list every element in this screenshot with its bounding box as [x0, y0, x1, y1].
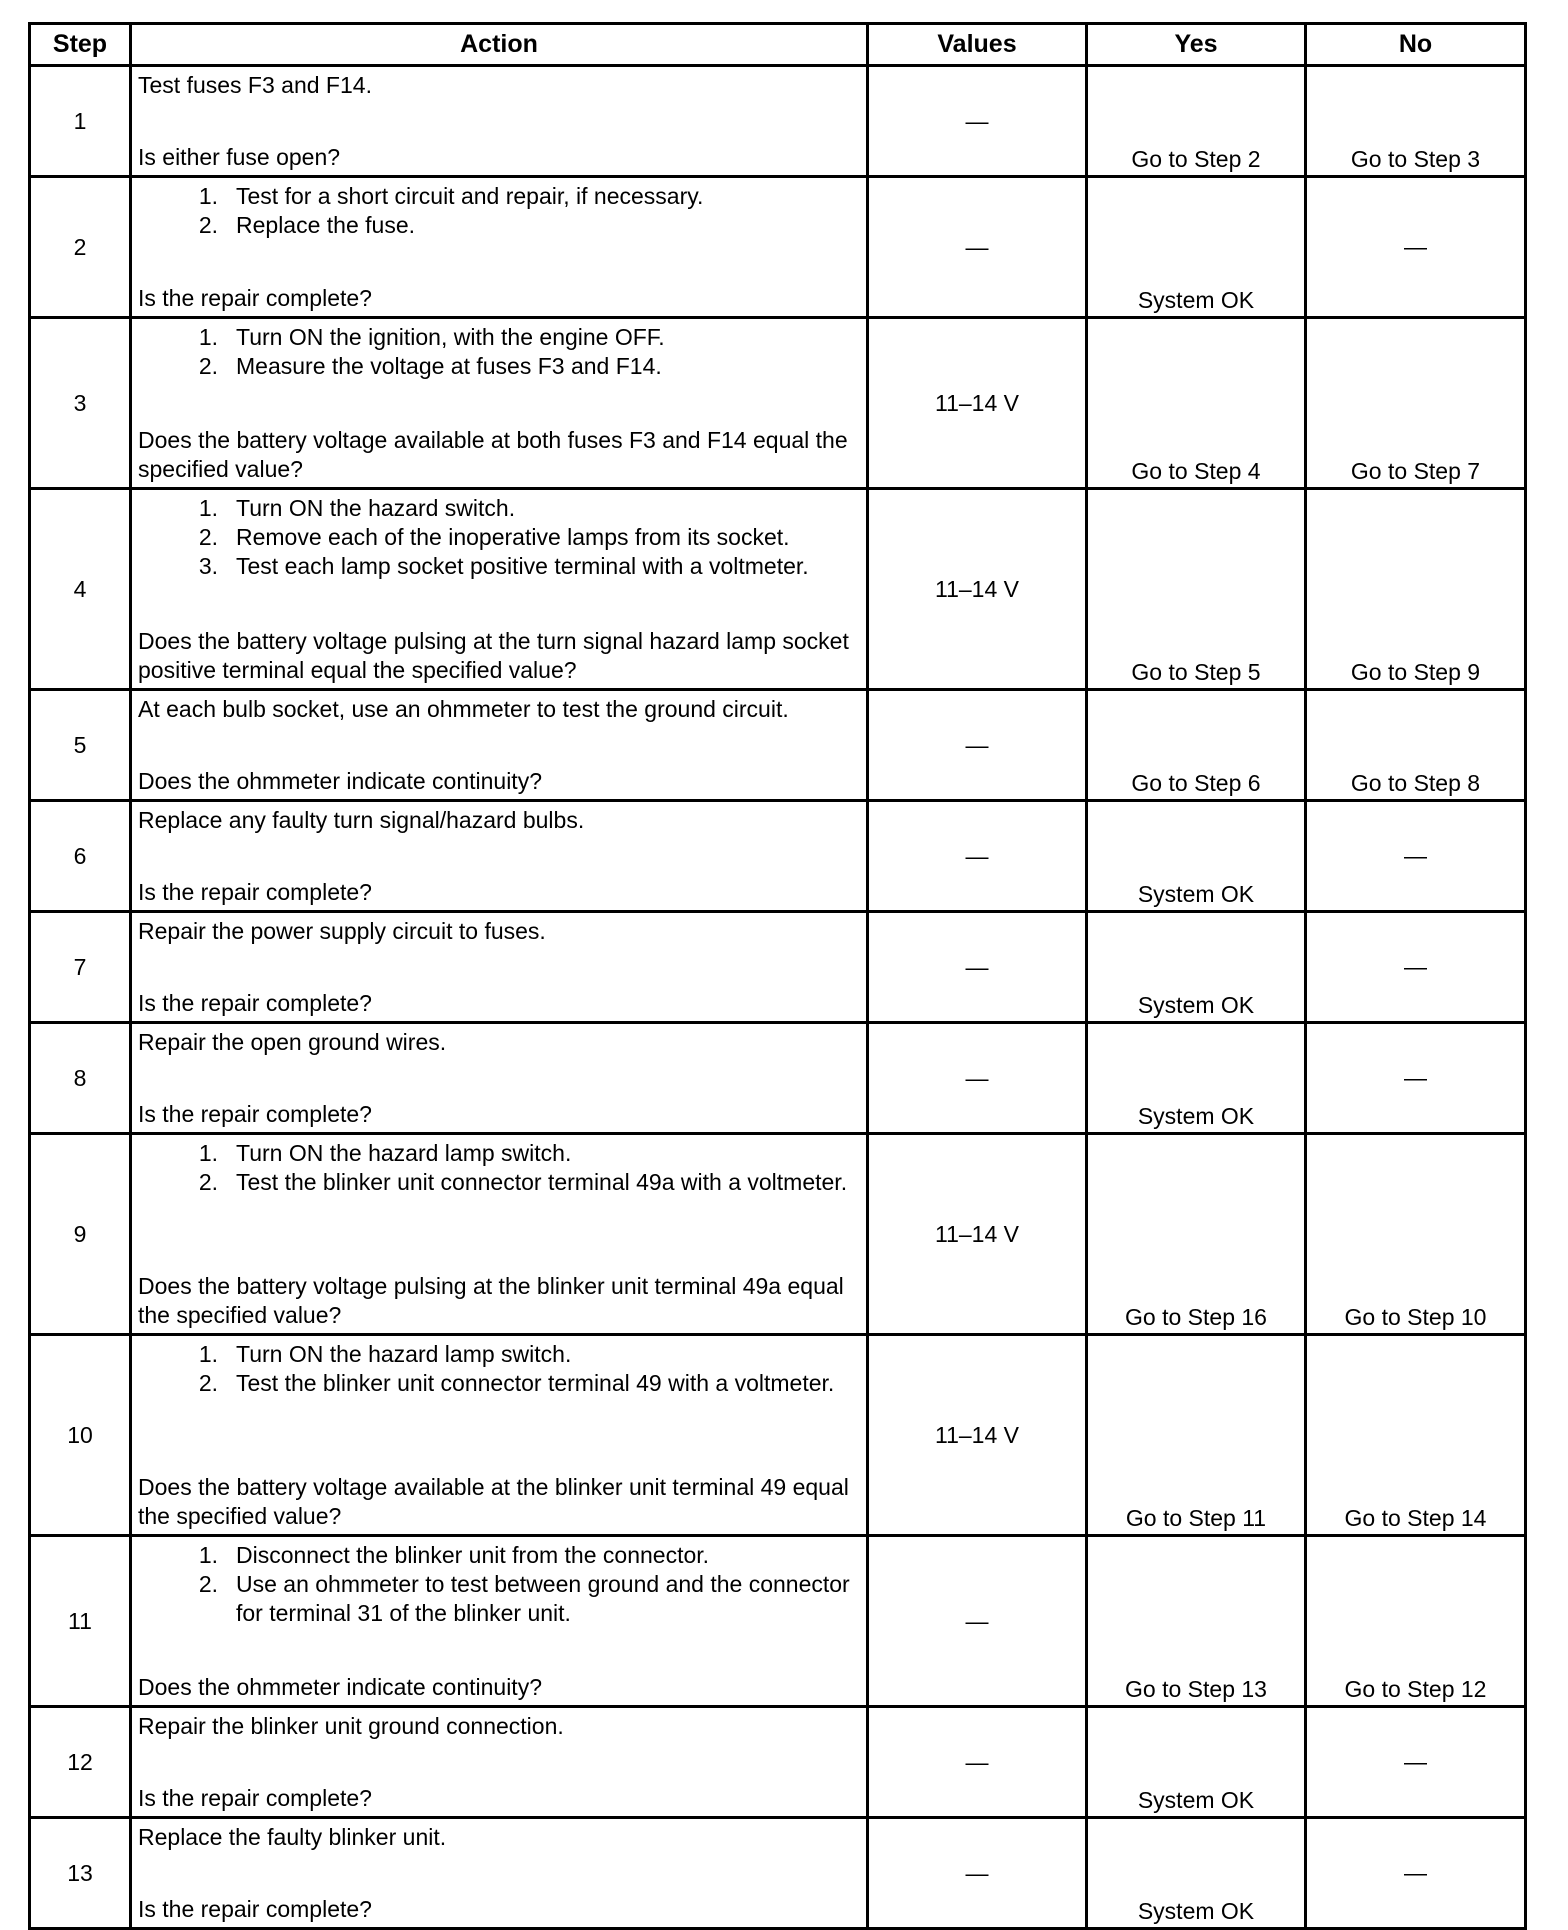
- table-row: [30, 912, 1526, 1023]
- action-instruction: Replace the faulty blinker unit.: [138, 1824, 447, 1850]
- action-instruction: Replace any faulty turn signal/hazard bulbs.: [138, 807, 585, 833]
- yes-cell: [1087, 912, 1306, 1023]
- action-cell: [131, 690, 868, 801]
- substep-text: Disconnect the blinker unit from the connector.: [236, 1542, 710, 1568]
- action-question: Does the battery voltage pulsing at the turn signal hazard lamp socket positive terminal equal the specified value?: [138, 628, 849, 683]
- table-row: [30, 1134, 1526, 1335]
- substep-item: [138, 352, 862, 381]
- action-question: Is either fuse open?: [138, 144, 341, 170]
- table-row: [30, 1536, 1526, 1707]
- substep-item: [138, 1369, 862, 1398]
- value-cell: —: [868, 690, 1087, 801]
- no-result: —: [1404, 1064, 1427, 1091]
- no-cell: [1306, 66, 1526, 177]
- header-action: Action: [131, 24, 868, 66]
- yes-result: System OK: [1137, 881, 1255, 907]
- substep-text: Test each lamp socket positive terminal with a voltmeter.: [236, 553, 809, 579]
- no-result: Go to Step 14: [1344, 1505, 1487, 1531]
- substep-number: 1.: [198, 495, 218, 521]
- no-cell: [1306, 1818, 1526, 1929]
- no-cell: [1306, 912, 1526, 1023]
- substep-item: [138, 494, 862, 523]
- yes-cell: [1087, 66, 1306, 177]
- action-instruction: Repair the open ground wires.: [138, 1029, 447, 1055]
- header-step: Step: [30, 24, 131, 66]
- substep-number: 3.: [198, 553, 218, 579]
- action-question: Does the battery voltage available at the blinker unit terminal 49 equal the specified value?: [138, 1474, 849, 1529]
- yes-result: Go to Step 5: [1131, 659, 1261, 685]
- value-cell: —: [868, 1023, 1087, 1134]
- action-question: Is the repair complete?: [138, 1896, 372, 1922]
- substep-text: Replace the fuse.: [236, 212, 416, 238]
- yes-result: Go to Step 11: [1125, 1505, 1267, 1531]
- header-no: No: [1306, 24, 1526, 66]
- action-substeps: [138, 494, 862, 581]
- no-cell: [1306, 489, 1526, 690]
- no-result: Go to Step 12: [1344, 1676, 1487, 1702]
- step-number: 10: [30, 1335, 131, 1536]
- action-cell: [131, 912, 868, 1023]
- table-row: [30, 1023, 1526, 1134]
- no-cell: [1306, 801, 1526, 912]
- value-cell: 11–14 V: [868, 1335, 1087, 1536]
- yes-cell: [1087, 1536, 1306, 1707]
- no-cell: [1306, 1707, 1526, 1818]
- substep-number: 1.: [198, 1341, 218, 1367]
- step-number: 3: [30, 318, 131, 489]
- step-number: 5: [30, 690, 131, 801]
- yes-result: System OK: [1137, 287, 1255, 313]
- yes-result: Go to Step 2: [1131, 146, 1261, 172]
- yes-result: Go to Step 16: [1125, 1304, 1267, 1330]
- value-cell: —: [868, 1536, 1087, 1707]
- no-result: —: [1404, 953, 1427, 980]
- yes-result: System OK: [1137, 1103, 1255, 1129]
- yes-cell: [1087, 1134, 1306, 1335]
- substep-item: [138, 1340, 862, 1369]
- value-cell: —: [868, 1707, 1087, 1818]
- no-result: Go to Step 3: [1350, 146, 1481, 172]
- action-cell: [131, 1134, 868, 1335]
- diagnostic-table: [28, 22, 1527, 1930]
- value-cell: —: [868, 1818, 1087, 1929]
- yes-cell: [1087, 489, 1306, 690]
- substep-number: 2.: [198, 1370, 218, 1396]
- step-number: 1: [30, 66, 131, 177]
- no-cell: [1306, 1335, 1526, 1536]
- value-cell: —: [868, 912, 1087, 1023]
- action-cell: [131, 318, 868, 489]
- action-question: Is the repair complete?: [138, 1101, 372, 1127]
- step-number: 2: [30, 177, 131, 318]
- action-substeps: [138, 1541, 862, 1628]
- step-number: 7: [30, 912, 131, 1023]
- table-row: [30, 177, 1526, 318]
- substep-number: 2.: [198, 1169, 218, 1195]
- action-cell: [131, 489, 868, 690]
- header-yes: Yes: [1087, 24, 1306, 66]
- no-cell: [1306, 177, 1526, 318]
- action-cell: [131, 1335, 868, 1536]
- step-number: 11: [30, 1536, 131, 1707]
- action-question: Is the repair complete?: [138, 285, 372, 311]
- table-row: [30, 1707, 1526, 1818]
- action-instruction: Test fuses F3 and F14.: [138, 72, 372, 98]
- step-number: 4: [30, 489, 131, 690]
- yes-cell: [1087, 801, 1306, 912]
- substep-number: 2.: [198, 212, 218, 238]
- yes-result: System OK: [1137, 1898, 1255, 1924]
- substep-number: 1.: [198, 1140, 218, 1166]
- yes-result: System OK: [1137, 1787, 1255, 1813]
- substep-item: [138, 523, 862, 552]
- substep-text: Test the blinker unit connector terminal 49 with a voltmeter.: [236, 1370, 835, 1396]
- substep-text: Turn ON the hazard lamp switch.: [236, 1341, 572, 1367]
- yes-result: Go to Step 6: [1131, 770, 1261, 796]
- substep-number: 1.: [198, 183, 218, 209]
- action-cell: [131, 1707, 868, 1818]
- action-question: Does the battery voltage available at both fuses F3 and F14 equal the specified value?: [138, 427, 848, 482]
- yes-cell: [1087, 1707, 1306, 1818]
- step-number: 12: [30, 1707, 131, 1818]
- action-substeps: [138, 323, 862, 381]
- substep-number: 1.: [198, 324, 218, 350]
- yes-cell: [1087, 690, 1306, 801]
- substep-text: Remove each of the inoperative lamps from its socket.: [236, 524, 790, 550]
- action-question: Does the battery voltage pulsing at the blinker unit terminal 49a equal the specified value?: [138, 1273, 844, 1328]
- no-cell: [1306, 690, 1526, 801]
- no-cell: [1306, 318, 1526, 489]
- action-instruction: At each bulb socket, use an ohmmeter to test the ground circuit.: [138, 696, 789, 722]
- substep-item: [138, 182, 862, 211]
- action-cell: [131, 1536, 868, 1707]
- table-row: [30, 489, 1526, 690]
- action-cell: [131, 66, 868, 177]
- no-result: Go to Step 9: [1350, 659, 1481, 685]
- table-row: [30, 1818, 1526, 1929]
- action-question: Does the ohmmeter indicate continuity?: [138, 1674, 542, 1700]
- step-number: 6: [30, 801, 131, 912]
- value-cell: —: [868, 801, 1087, 912]
- action-question: Is the repair complete?: [138, 990, 372, 1016]
- yes-result: Go to Step 4: [1131, 458, 1261, 484]
- action-substeps: [138, 1340, 862, 1398]
- value-cell: —: [868, 66, 1087, 177]
- action-cell: [131, 177, 868, 318]
- no-result: —: [1404, 233, 1427, 260]
- substep-text: Use an ohmmeter to test between ground and the connector for terminal 31 of the blinker unit.: [236, 1571, 850, 1626]
- substep-item: [138, 1541, 862, 1570]
- yes-cell: [1087, 1335, 1306, 1536]
- yes-cell: [1087, 1023, 1306, 1134]
- table-row: [30, 1335, 1526, 1536]
- yes-cell: [1087, 318, 1306, 489]
- step-number: 13: [30, 1818, 131, 1929]
- substep-item: [138, 1168, 862, 1197]
- substep-item: [138, 1139, 862, 1168]
- substep-item: [138, 1570, 862, 1628]
- value-cell: —: [868, 177, 1087, 318]
- substep-item: [138, 552, 862, 581]
- substep-text: Turn ON the hazard switch.: [236, 495, 516, 521]
- no-cell: [1306, 1536, 1526, 1707]
- substep-item: [138, 323, 862, 352]
- substep-item: [138, 211, 862, 240]
- header-row: [30, 24, 1526, 66]
- no-result: Go to Step 8: [1350, 770, 1481, 796]
- action-question: Does the ohmmeter indicate continuity?: [138, 768, 542, 794]
- action-instruction: Repair the power supply circuit to fuses.: [138, 918, 546, 944]
- table-row: [30, 801, 1526, 912]
- no-result: Go to Step 10: [1344, 1304, 1487, 1330]
- yes-result: System OK: [1137, 992, 1255, 1018]
- step-number: 8: [30, 1023, 131, 1134]
- value-cell: 11–14 V: [868, 1134, 1087, 1335]
- no-result: Go to Step 7: [1350, 458, 1481, 484]
- action-question: Is the repair complete?: [138, 1785, 372, 1811]
- substep-number: 2.: [198, 1571, 218, 1597]
- value-cell: 11–14 V: [868, 318, 1087, 489]
- substep-number: 2.: [198, 524, 218, 550]
- yes-cell: [1087, 177, 1306, 318]
- header-values: Values: [868, 24, 1087, 66]
- yes-result: Go to Step 13: [1125, 1676, 1267, 1702]
- action-question: Is the repair complete?: [138, 879, 372, 905]
- substep-text: Test for a short circuit and repair, if necessary.: [236, 183, 704, 209]
- table-row: [30, 318, 1526, 489]
- substep-text: Turn ON the ignition, with the engine OFF.: [236, 324, 665, 350]
- no-result: —: [1404, 1748, 1427, 1775]
- action-cell: [131, 1818, 868, 1929]
- action-instruction: Repair the blinker unit ground connection.: [138, 1713, 564, 1739]
- substep-number: 1.: [198, 1542, 218, 1568]
- no-cell: [1306, 1023, 1526, 1134]
- no-cell: [1306, 1134, 1526, 1335]
- table-row: [30, 690, 1526, 801]
- substep-text: Measure the voltage at fuses F3 and F14.: [236, 353, 662, 379]
- action-cell: [131, 801, 868, 912]
- no-result: —: [1404, 1859, 1427, 1886]
- value-cell: 11–14 V: [868, 489, 1087, 690]
- substep-text: Turn ON the hazard lamp switch.: [236, 1140, 572, 1166]
- action-substeps: [138, 182, 862, 240]
- table-row: [30, 66, 1526, 177]
- substep-text: Test the blinker unit connector terminal 49a with a voltmeter.: [236, 1169, 848, 1195]
- yes-cell: [1087, 1818, 1306, 1929]
- no-result: —: [1404, 842, 1427, 869]
- substep-number: 2.: [198, 353, 218, 379]
- action-cell: [131, 1023, 868, 1134]
- step-number: 9: [30, 1134, 131, 1335]
- action-substeps: [138, 1139, 862, 1197]
